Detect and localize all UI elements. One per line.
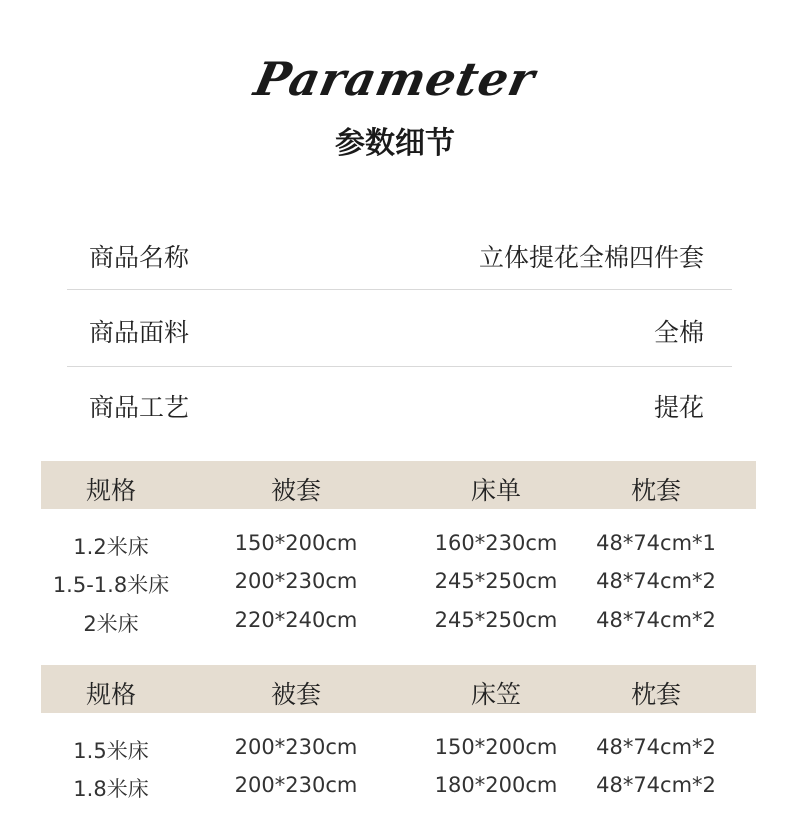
- info-value: 全棉: [653, 318, 704, 347]
- info-row-fabric: [67, 313, 732, 353]
- table-header-cell: 被套: [270, 476, 321, 505]
- table-cell: 48*74cm*1: [596, 531, 716, 555]
- info-label: 商品名称: [89, 243, 190, 272]
- table-cell: 48*74cm*2: [596, 608, 716, 632]
- info-label: 商品面料: [89, 318, 190, 347]
- info-row-name: [67, 238, 732, 278]
- script-title: Parameter: [249, 52, 541, 106]
- table-row: [41, 531, 756, 561]
- table-cell: 180*200cm: [434, 773, 558, 797]
- table-cell: 160*230cm: [434, 531, 558, 555]
- divider: [67, 366, 732, 367]
- info-value: 提花: [653, 393, 704, 422]
- table-cell: 1.5-1.8米床: [52, 573, 170, 597]
- table-header-cell: 被套: [270, 680, 321, 709]
- info-row-craft: [67, 388, 732, 428]
- table-cell: 2米床: [83, 612, 139, 636]
- table-cell: 220*240cm: [234, 608, 358, 632]
- table-header-cell: 枕套: [630, 680, 681, 709]
- divider: [67, 289, 732, 290]
- table-header-cell: 规格: [85, 476, 136, 505]
- table-cell: 245*250cm: [434, 569, 558, 593]
- table-cell: 245*250cm: [434, 608, 558, 632]
- page-title: 参数细节: [335, 126, 455, 161]
- table-cell: 1.2米床: [73, 535, 149, 559]
- table-header-cell: 枕套: [630, 476, 681, 505]
- table-cell: 48*74cm*2: [596, 569, 716, 593]
- table-cell: 48*74cm*2: [596, 735, 716, 759]
- table-cell: 150*200cm: [434, 735, 558, 759]
- table-row: [41, 608, 756, 638]
- table-cell: 150*200cm: [234, 531, 358, 555]
- spec-table-header: [41, 665, 756, 713]
- table-row: [41, 773, 756, 803]
- table-cell: 1.8米床: [73, 777, 149, 801]
- table-cell: 48*74cm*2: [596, 773, 716, 797]
- table-cell: 1.5米床: [73, 739, 149, 763]
- table-cell: 200*230cm: [234, 773, 358, 797]
- table-cell: 200*230cm: [234, 569, 358, 593]
- spec-table-header: [41, 461, 756, 509]
- info-label: 商品工艺: [89, 393, 190, 422]
- table-header-cell: 规格: [85, 680, 136, 709]
- table-header-cell: 床笠: [470, 680, 521, 709]
- table-row: [41, 735, 756, 765]
- table-header-cell: 床单: [470, 476, 521, 505]
- table-row: [41, 569, 756, 599]
- table-cell: 200*230cm: [234, 735, 358, 759]
- info-value: 立体提花全棉四件套: [478, 243, 704, 272]
